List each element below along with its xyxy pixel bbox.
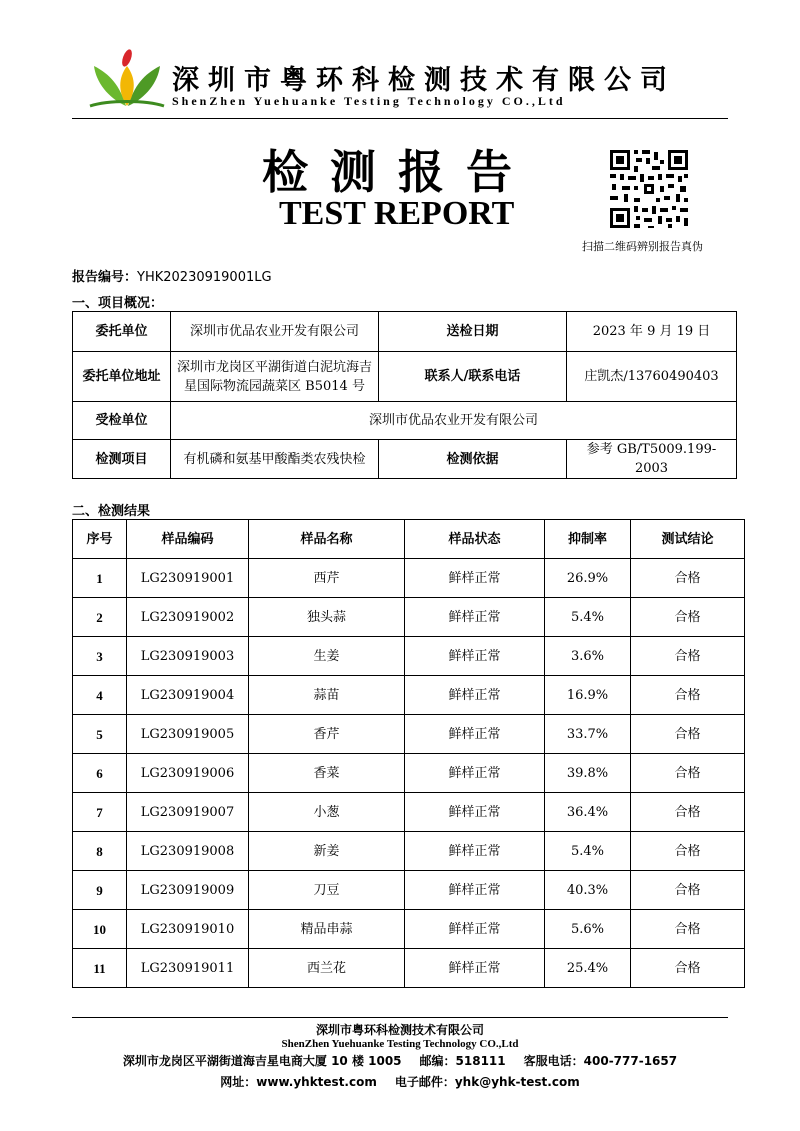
sample-code: LG230919009 [127,871,249,910]
sample-state: 鲜样正常 [405,598,545,637]
sample-state: 鲜样正常 [405,715,545,754]
test-result: 合格 [631,910,745,949]
row-index: 6 [73,754,127,793]
inhibition-rate: 3.6% [545,637,631,676]
footer-email[interactable]: 电子邮件：yhk@yhk-test.com [394,1075,580,1089]
sample-state: 鲜样正常 [405,832,545,871]
inhibition-rate: 26.9% [545,559,631,598]
row-index: 2 [73,598,127,637]
basis-label: 检测依据 [379,440,567,479]
header-code: 样品编码 [127,520,249,559]
inhibition-rate: 39.8% [545,754,631,793]
sample-code: LG230919005 [127,715,249,754]
test-result: 合格 [631,559,745,598]
sample-state: 鲜样正常 [405,949,545,988]
item-label: 检测项目 [73,440,171,479]
overview-heading: 一、项目概况： [72,296,164,311]
test-result: 合格 [631,871,745,910]
row-index: 8 [73,832,127,871]
row-index: 1 [73,559,127,598]
header-result: 测试结论 [631,520,745,559]
client-label: 委托单位 [73,312,171,352]
header-index: 序号 [73,520,127,559]
address-value: 深圳市龙岗区平湖街道白泥坑海吉星国际物流园蔬菜区 B5014 号 [171,352,379,402]
sample-name: 精品串蒜 [249,910,405,949]
sample-state: 鲜样正常 [405,871,545,910]
row-index: 10 [73,910,127,949]
sample-code: LG230919006 [127,754,249,793]
footer-website[interactable]: 网址：www.yhktest.com [220,1075,377,1089]
client-value: 深圳市优品农业开发有限公司 [171,312,379,352]
footer-postcode: 邮编：518111 [419,1054,506,1068]
footer-company-en: ShenZhen Yuehuanke Testing Technology CO.,Ltd [281,1038,519,1050]
sample-state: 鲜样正常 [405,910,545,949]
sample-code: LG230919010 [127,910,249,949]
address-label: 委托单位地址 [73,352,171,402]
contact-label: 联系人/联系电话 [379,352,567,402]
company-name-en: ShenZhen Yuehuanke Testing Technology CO.,Ltd [172,94,566,108]
header-rate: 抑制率 [545,520,631,559]
sample-state: 鲜样正常 [405,637,545,676]
overview-table [72,311,737,479]
report-title-cn: 检测报告 [262,145,534,199]
sample-name: 香芹 [249,715,405,754]
header-state: 样品状态 [405,520,545,559]
company-logo-icon [88,48,166,110]
header-name: 样品名称 [249,520,405,559]
test-result: 合格 [631,637,745,676]
row-index: 11 [73,949,127,988]
item-value: 有机磷和氨基甲酸酯类农残快检 [171,440,379,479]
inhibition-rate: 40.3% [545,871,631,910]
table-row [73,832,745,871]
test-result: 合格 [631,832,745,871]
report-number-label: 报告编号： [72,270,138,285]
test-result: 合格 [631,598,745,637]
table-row [73,676,745,715]
table-row [73,793,745,832]
sample-state: 鲜样正常 [405,676,545,715]
inhibition-rate: 36.4% [545,793,631,832]
sample-name: 蒜苗 [249,676,405,715]
sample-name: 小葱 [249,793,405,832]
row-index: 4 [73,676,127,715]
inspected-value: 深圳市优品农业开发有限公司 [171,402,737,440]
sample-name: 西兰花 [249,949,405,988]
table-row [73,559,745,598]
sample-code: LG230919003 [127,637,249,676]
test-result: 合格 [631,676,745,715]
footer-contact-line [0,1052,800,1069]
header-divider [72,118,728,119]
footer-address: 深圳市龙岗区平湖街道海吉星电商大厦 10 楼 1005 [122,1054,402,1068]
row-index: 7 [73,793,127,832]
inhibition-rate: 25.4% [545,949,631,988]
sample-state: 鲜样正常 [405,793,545,832]
footer-company-cn: 深圳市粤环科检测技术有限公司 [315,1023,484,1037]
table-row [73,754,745,793]
sample-name: 生姜 [249,637,405,676]
sample-name: 西芹 [249,559,405,598]
sample-name: 独头蒜 [249,598,405,637]
table-row [73,871,745,910]
inhibition-rate: 5.4% [545,832,631,871]
row-index: 3 [73,637,127,676]
inhibition-rate: 5.6% [545,910,631,949]
sample-name: 香菜 [249,754,405,793]
company-name-cn: 深圳市粤环科检测技术有限公司 [172,65,676,96]
inhibition-rate: 33.7% [545,715,631,754]
sample-state: 鲜样正常 [405,754,545,793]
footer-web-line [0,1073,800,1090]
sample-code: LG230919007 [127,793,249,832]
qr-caption: 扫描二维码辨别报告真伪 [582,240,703,253]
row-index: 5 [73,715,127,754]
test-result: 合格 [631,715,745,754]
table-row [73,598,745,637]
footer-service-phone: 客服电话：400-777-1657 [523,1054,678,1068]
row-index: 9 [73,871,127,910]
results-heading: 二、检测结果 [72,504,151,519]
sample-state: 鲜样正常 [405,559,545,598]
test-result: 合格 [631,793,745,832]
inhibition-rate: 5.4% [545,598,631,637]
sample-name: 刀豆 [249,871,405,910]
basis-value: 参考 GB/T5009.199-2003 [567,440,737,479]
footer-divider [72,1017,728,1018]
table-row [73,637,745,676]
sample-code: LG230919008 [127,832,249,871]
inhibition-rate: 16.9% [545,676,631,715]
sample-code: LG230919004 [127,676,249,715]
sample-name: 新姜 [249,832,405,871]
date-label: 送检日期 [379,312,567,352]
contact-value: 庄凯杰/13760490403 [567,352,737,402]
inspected-label: 受检单位 [73,402,171,440]
date-value: 2023 年 9 月 19 日 [567,312,737,352]
sample-code: LG230919001 [127,559,249,598]
report-number [72,266,272,285]
table-row [73,910,745,949]
report-title-en: TEST REPORT [279,195,515,232]
sample-code: LG230919011 [127,949,249,988]
report-number-value: YHK20230919001LG [137,270,272,285]
qr-code-icon [608,148,690,230]
table-row [73,949,745,988]
test-result: 合格 [631,754,745,793]
sample-code: LG230919002 [127,598,249,637]
test-result: 合格 [631,949,745,988]
table-row [73,715,745,754]
results-table [72,519,745,988]
